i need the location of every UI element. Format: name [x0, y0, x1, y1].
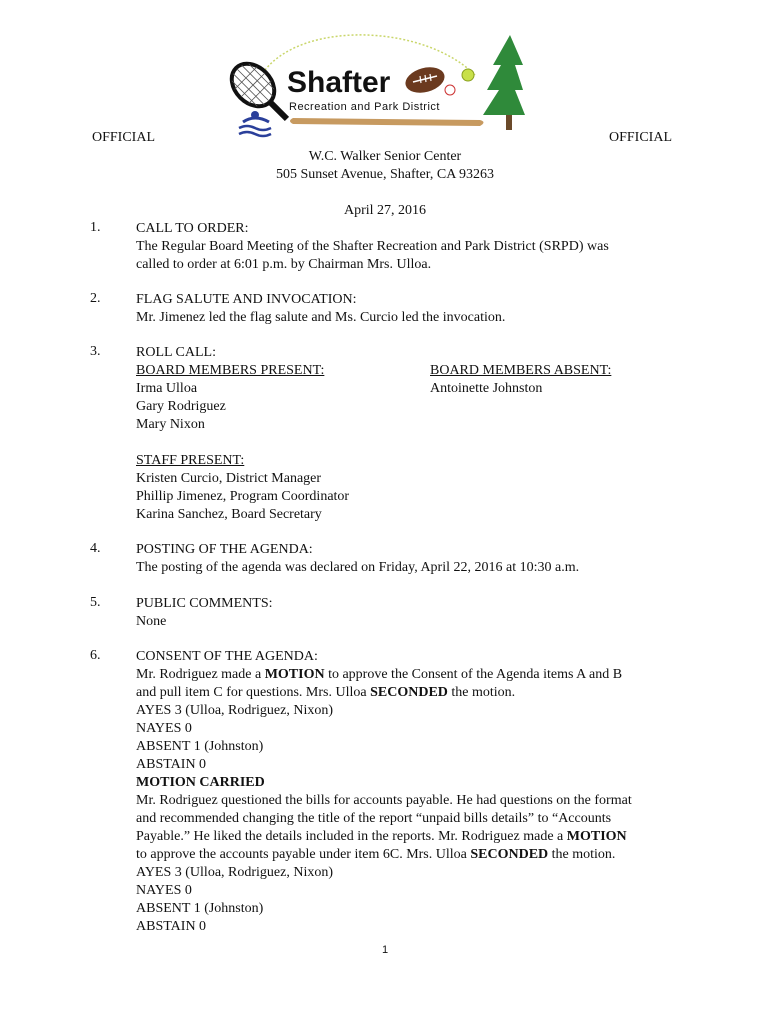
tennis-ball-icon — [462, 69, 474, 81]
venue-address: 505 Sunset Avenue, Shafter, CA 93263 — [275, 167, 495, 182]
member-name: Irma Ulloa — [136, 381, 198, 396]
text-line: to approve the accounts payable under item 6C. Mrs. Ulloa SECONDED the motion. — [136, 847, 616, 862]
text-line: The Regular Board Meeting of the Shafter Recreation and Park District (SRPD) was — [136, 239, 609, 254]
text-line: and recommended changing the title of the report “unpaid bills details” to “Accounts — [136, 811, 612, 826]
member-name: Antoinette Johnston — [430, 381, 543, 396]
section-number: 4. — [90, 541, 101, 556]
section-number: 6. — [90, 648, 101, 663]
vote-ayes: AYES 3 (Ulloa, Rodriguez, Nixon) — [136, 865, 334, 880]
section-roll-call — [136, 344, 686, 434]
section-title: CONSENT OF THE AGENDA: — [136, 649, 318, 664]
staff-name: Phillip Jimenez, Program Coordinator — [136, 489, 350, 504]
board-present-heading: BOARD MEMBERS PRESENT: — [136, 363, 325, 378]
logo-subtitle: Recreation and Park District — [289, 101, 440, 113]
bat-icon — [290, 118, 484, 126]
page-number: 1 — [381, 944, 389, 956]
text-line: Mr. Jimenez led the flag salute and Ms. Curcio led the invocation. — [136, 310, 506, 325]
staff-present-block — [136, 452, 686, 524]
vote-nayes: NAYES 0 — [136, 721, 192, 736]
section-number: 1. — [90, 220, 101, 235]
text-line: The posting of the agenda was declared on Friday, April 22, 2016 at 10:30 a.m. — [136, 560, 580, 575]
vote-absent: ABSENT 1 (Johnston) — [136, 739, 264, 754]
logo-title: Shafter — [287, 66, 391, 99]
section-posting-agenda — [136, 541, 686, 577]
section-title: ROLL CALL: — [136, 345, 216, 360]
vote-abstain: ABSTAIN 0 — [136, 757, 207, 772]
staff-name: Karina Sanchez, Board Secretary — [136, 507, 322, 522]
section-number: 3. — [90, 344, 101, 359]
text-line: Mr. Rodriguez made a MOTION to approve the Consent of the Agenda items A and B — [136, 667, 623, 682]
text-line: None — [136, 614, 167, 629]
section-flag-salute — [136, 291, 686, 327]
board-absent-heading: BOARD MEMBERS ABSENT: — [430, 363, 612, 378]
venue-name: W.C. Walker Senior Center — [308, 149, 462, 164]
vote-abstain: ABSTAIN 0 — [136, 919, 207, 934]
section-number: 2. — [90, 291, 101, 306]
baseball-icon — [445, 85, 455, 95]
staff-present-heading: STAFF PRESENT: — [136, 453, 245, 468]
member-name: Gary Rodriguez — [136, 399, 226, 414]
vote-ayes: AYES 3 (Ulloa, Rodriguez, Nixon) — [136, 703, 334, 718]
vote-nayes: NAYES 0 — [136, 883, 192, 898]
staff-name: Kristen Curcio, District Manager — [136, 471, 322, 486]
pine-tree-icon — [483, 35, 525, 130]
section-title: PUBLIC COMMENTS: — [136, 596, 273, 611]
text-line: and pull item C for questions. Mrs. Ulloa SECONDED the motion. — [136, 685, 516, 700]
section-title: FLAG SALUTE AND INVOCATION: — [136, 292, 357, 307]
official-left: OFFICIAL — [92, 130, 156, 145]
text-line: Mr. Rodriguez questioned the bills for accounts payable. He had questions on the format — [136, 793, 632, 808]
swimmer-icon — [239, 111, 271, 136]
vote-absent: ABSENT 1 (Johnston) — [136, 901, 264, 916]
section-title: CALL TO ORDER: — [136, 221, 249, 236]
shafter-logo — [225, 30, 525, 140]
member-name: Mary Nixon — [136, 417, 205, 432]
motion-carried: MOTION CARRIED — [136, 775, 265, 790]
text-line: Payable.” He liked the details included in the reports. Mr. Rodriguez made a MOTION — [136, 829, 627, 844]
official-right: OFFICIAL — [609, 130, 673, 145]
text-line: called to order at 6:01 p.m. by Chairman Mrs. Ulloa. — [136, 257, 432, 272]
section-number: 5. — [90, 595, 101, 610]
section-call-to-order — [136, 220, 686, 274]
section-title: POSTING OF THE AGENDA: — [136, 542, 313, 557]
meeting-date: April 27, 2016 — [343, 203, 427, 218]
section-public-comments — [136, 595, 686, 631]
football-icon — [403, 63, 448, 97]
section-consent-agenda — [136, 648, 686, 936]
